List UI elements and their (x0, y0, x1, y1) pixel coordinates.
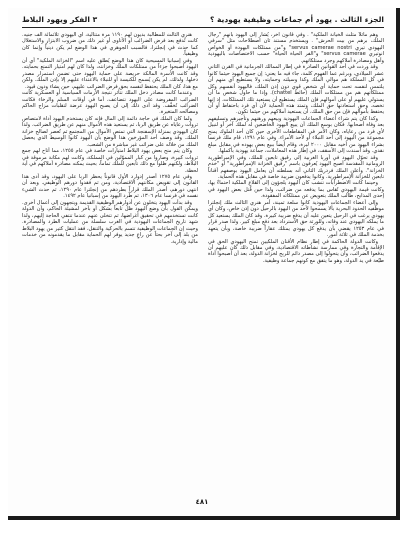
section-title: ٣ الفكر ويهود البلاط (22, 15, 98, 24)
paragraph: وحينما كانت الاضطرابات تنشب كان اليهود يلجؤون إلى القلاع الملكية احتماءً بها، وكانت قيمة اليهودي تُقاس بما يدفعه من ضرائب، ولذا حين قُتل بعض اليهود في إحدى المذابح، طالب الملك بتعويض عن ممتلكاته المفقودة. (208, 180, 384, 200)
paragraph: وقد وردت في أحد القوانين الصادرة في إطار الممالك الجرمانية في القرن الثاني عشر الميلادي، وبرغم عما الفهوم كلمة، جاء فيه ما يعني: إن جميع اليهود حيثما كانوا في كل المملكة هم موالي الملك وكذا وسيلته وحمايته، ولا يستطيع أي منهم أن يلتمس لنفسه تحت حماية أي شخص قوي دون إذن الملك، فاليهود أنفسهم وكل ممتلكاتهم هم من ممتلكات الملك (حائط chattel). وإذا ما حاول شخص ما أن يستولي عليهم أو على أموالهم فإن الملك يستطيع أن يستعيد تلك الممتلكات، إذ إنها تخصه. وحق استعادتها حق الملك، وتمتد هذه الحماية لأن أي فرد باحتفاظ أو أن يحتفظ بأموالهم فإن من حق الملك، أن يستعيد أملاكهم من حيثما تكون. (208, 64, 384, 116)
left-column (22, 32, 198, 490)
paragraph: ولما كان الملك في حاجة دائمة إلى المال فإنه كان يستخدم اليهود أداة لامتصاص ثروات رعاياه عن طريق الربا، ثم يستعيد هذه الأموال منهم عن طريق الضرائب. ولذا كان اليهودي بمنزلة الإسفنجة التي تمتص الأموال من المجتمع ثم تُعصر لصالح خزانة الملك. وقد وصف أحد المؤرخين هذا الوضع بأن اليهود كانوا الوسيط الذي يحصل الملك من خلاله على ضرائب غير مباشرة من الشعب. (22, 115, 198, 148)
paragraph: وقد بدأت اليهود يتخلون عن أدوارهم الوظيفية القديمة ويتجهون إلى أعمال أخرى. ويمكن القول بأن وضع اليهود ظل تابعاً بشكل أو بآخر لمشيئة الحاكم، وأن الدولة كانت تستخدمهم في تحقيق أغراضها، ثم تتخلى عنهم عندما تنتفي الحاجة إليهم، ولذا شهد تاريخ الجماعات اليهودية في الغرب سلسلة من عمليات الطرد والمصادرة. وحيث إن الجماعات الوظيفية تتسم بالحركية والتنقل، فقد انتقل كثير من يهود البلاط من بلد إلى آخر بحثاً عن راعٍ جديد يوفر لهم الحماية مقابل ما يقدمونه من خدمات مالية وإدارية. (22, 199, 198, 245)
paragraph: وعندما كانت مصادر دخل الملك تتأثر نتيجة الأزمات السياسية أو العسكرية كانت الضرائب المفروضة على اليهود تتضاعف، أما في أوقات السلم والرخاء فكانت الضرائب تُخفَّف. وقد أدى ذلك إلى أن يصبح اليهود عرضة لتقلبات مزاج الحاكم ومصالحه المتغيرة. (22, 90, 198, 116)
paragraph: وفي إسبانيا المسيحية كان هذا الوضع يُطلق عليه اسم "الخزانة الملكية" أي أن اليهود أصبحوا جزءاً من ممتلكات الملك وخزانته، ولذا كان لهم امتياز التمتع بحمايته. وقد كانت الأسرة المالكة حريصة على حماية اليهود حتى تضمن استمرار مصدر دخلها. ولذلك، لم يكن يُسمح للكنيسة أو للنبلاء بالاعتداء عليهم إلا بإذن الملك. ولكن مع هذا، كان الملك يحتفظ لنفسه بحق فرض الضرائب عليهم، حين يشاء ودون قيود. (22, 57, 198, 90)
running-head (22, 13, 384, 28)
page-number: ٤٨١ (195, 498, 209, 506)
paragraph: وكانت الدولة الحاكمة في إطار نظام الأقنان الملكيين تمنح اليهودي الحق في الإقامة والتجارة وفي ممارسة نشاطاته الاقتصادية، وفي مقابل ذلك كان عليهم أن يدفعوا الضرائب، وأن يتحولوا إلى مصدر دائم للربح لخزانة الدولة، بعد أن أصبحوا أداة طيّعة في يد الدولة، وهو ما يتفق مع كونهم جماعة وظيفية. (208, 238, 384, 264)
paragraph: هنري الثالث للمطالبة بديون لهم ١١٩٠ مرة متتالية، أي اليهودي ثلاثمائة ألف جنيه. كانت تُدفع بعد فرض الضرائب أو الأتاوى أو غير ذلك من ضروب الابتزاز والاستغلال كما حدث في إنجلترا، فالسبب الجوهري في هذا الوضع لم يكن دينياً وإنما كان وظيفياً. (22, 32, 198, 58)
book-page (8, 8, 400, 520)
paragraph: وقد تحوّل اليهود في أوربا الغربية إلى رقيق تابعين للملك، وفي الإمبراطورية الرومانية المقدسة أصبح اليهود يُعرفون باسم "رقيق الخزانة الإمبراطورية" أو "خدم الخزانة". وأعلن الملك فردريك الثاني أنه بسلطته أن يعامل اليهود بوصفهم أقناناً تابعين للخزانة الإمبراطورية. وكانوا يدفعون ضريبة خاصة في مقابل هذه الحماية. (208, 154, 384, 180)
right-column (208, 32, 384, 490)
paragraph: وكان يتم منح بعض يهود البلاط امتيازات خاصة في عام ١٢٥٥، مما أتاح لهم جمع ثروات كبيرة، وصاروا من كبار المموّلين في المملكة، وكانت لهم مكانة مرموقة في البلاط، ولكنهم ظلوا مع ذلك تابعين للملك تماماً، بحيث يمكنه مصادرة أملاكهم في أية لحظة. (22, 148, 198, 174)
paragraph: وهم ماثلاً مثلث الخيانة الملكية" . وفي قانون آخر، يُشار إلى اليهود بأنهم "رجال الملك، برهم من بيت الحرش" . ويستخدم مستند ثان اصطلاحات مثل "سرفي اليهودي تيري servus camerae nostri" و"من ممتلكات اليهودة أو الخواص انوتيري servus camerae" و"الفر الحياة الحياة" حسب الاختصاصات باليهودية وأهل ومصادرة أملاكهم وجرد ممتلكاتهم. (208, 32, 384, 64)
chapter-title: الجزء الثالث . يهود أم جماعات وظيفية يهودية ؟ (210, 15, 384, 24)
text-columns (22, 32, 384, 490)
paragraph: وفي عام ١٢٧٥ أصدر إدوارد الأول قانوناً يحظر الربا على اليهود، وقد أدى هذا القانون إلى تقويض مكانتهم الاقتصادية، ومن ثم فقدوا دورهم الوظيفي. وبعد أن انتهى دورهم، أصدر الملك قراراً بطردهم من إنجلترا عام ١٢٩٠، ثم حدث الشيء نفسه في فرنسا عام ١٣٠٦، ثم طُرد اليهود من إسبانيا عام ١٤٩٢. (22, 173, 198, 200)
paragraph: وإلى أعضاء الجماعات اليهودية كانوا سلعة ثمينة، أمر هنري الثالث ملك إنجلترا موظفيه الحدود البحرية بألا يسمحوا لأحد من اليهود بالرحيل دون إذن خاص، وكان أي يهودي يرغب في الرحيل يتعين عليه أن يدفع ضريبة كبيرة. وقد كان الملك يستعيد كل ما يملكه اليهودي عند وفاته، وللورثة حق الاسترداد بعد دفع مبلغ كبير. ولذا صدر قرار في عام ١٢٥٣ يقضي بأن يدفع كل يهودي يمتلك عقاراً ضريبة خاصة، وبأن يتعهد بخدمة الملك في ثلاثة أمور. (208, 199, 384, 239)
paragraph: وكذا كان يتم شراء أعضاء الجماعات اليهودية وبيعهم ورهنهم وتأجيرهم وتسليفهم بعد وفاة أصحابها. فكان بوسع الملك أن يبيع اليهود الخاضعين له لملك آخر أو لنبيل لأي فرد من رعاياه، وكان الأمر في المقاطعات الأخرى حين كان أحد الملوك يمنح مجموعة من اليهود إلى أحد النبلاء أو لأحد الأمراء. وفي عام ١٢٩١، قام ملك فرنسا بشراء اليهود من أخيه مقابل ٢٠٠٠ ليرة، وقام أيضاً ببيع بعض يهوده في مقابل مبلغ نقدي. وقد أُسندت إلى الأسقف، في إطار هذه المعاملات، جماعة يهودية بأكملها. (208, 115, 384, 155)
